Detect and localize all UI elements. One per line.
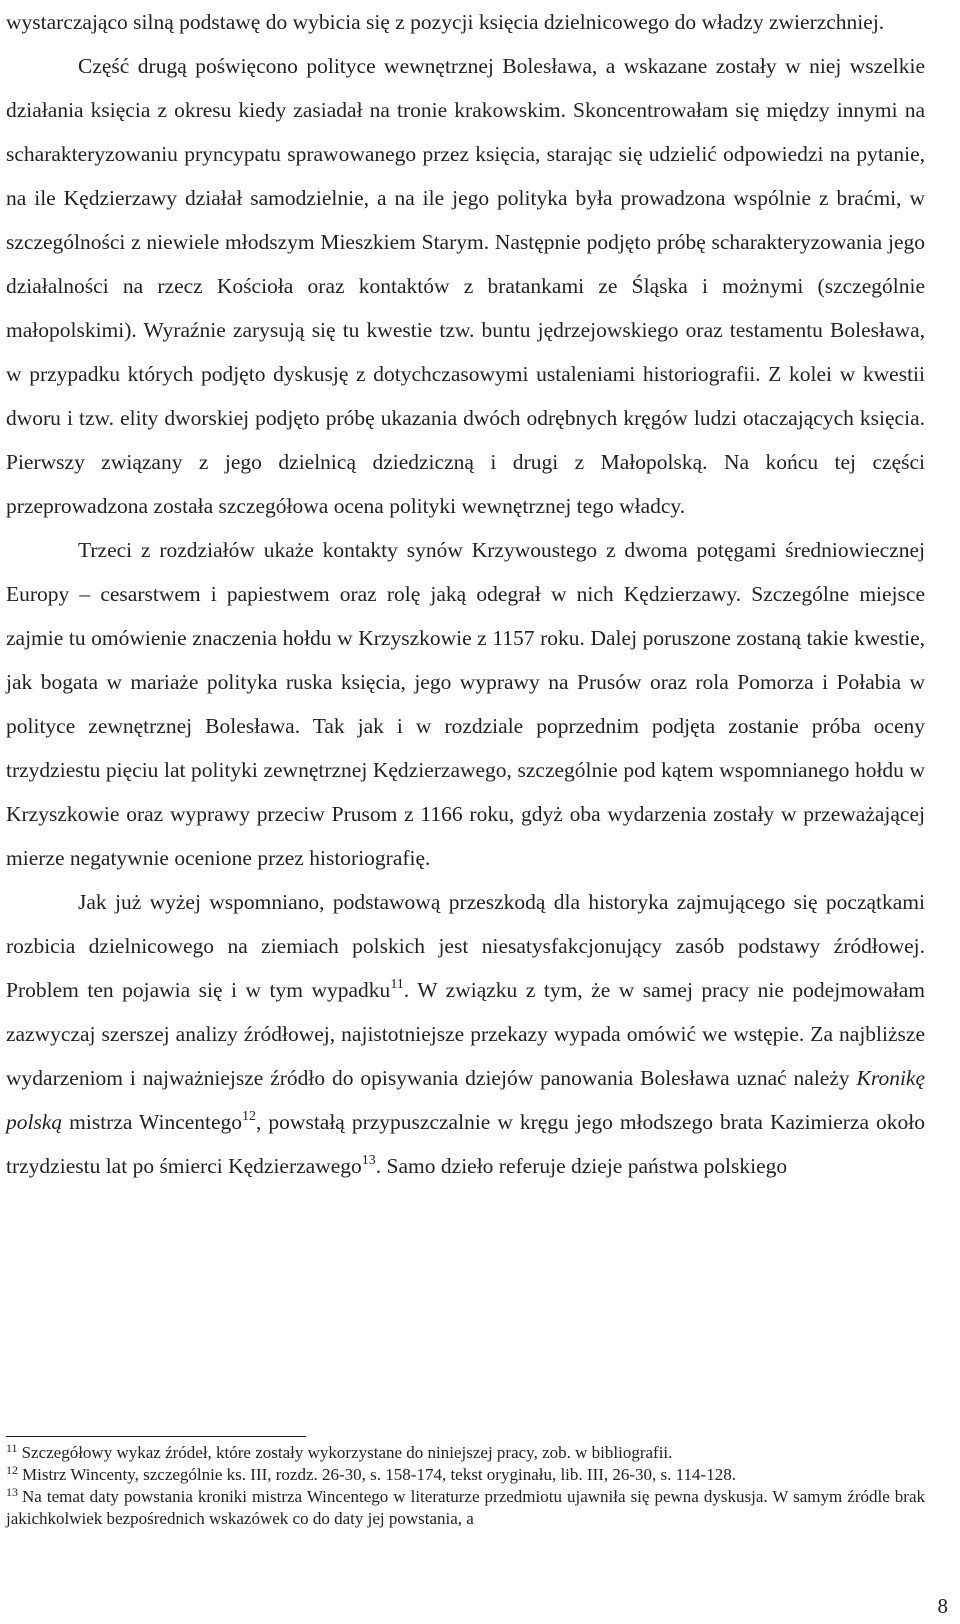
paragraph-1: wystarczająco silną podstawę do wybicia się z pozycji księcia dzielnicowego do władzy zwierzchniej. [6,10,885,34]
footnote-text: Mistrz Wincenty, szczególnie ks. III, rozdz. 26-30, s. 158-174, tekst oryginału, lib. III, 26-30, s. 114-128. [22,1465,736,1484]
paragraph-4-text-d: , powstałą przypuszczalnie w kręgu jego młodszego brata Kazimierza około trzydziestu lat po śmierci Kędzierzawego [6,1110,925,1178]
italic-title: Kronikę polską [6,1066,925,1134]
footnote-text: Szczegółowy wykaz źródeł, które zostały wykorzystane do niniejszej pracy, zob. w bibliografii. [21,1443,673,1462]
paragraph-4-text-a: Jak już wyżej wspomniano, podstawową przeszkodą dla historyka zajmującego się początkami rozbicia dzielnicowego na ziemiach polskich jest niesatysfakcjonujący zasób podstawy źródłowej. Problem ten pojawia się i w tym wypadku [6,890,925,1002]
footnote-number: 12 [6,1463,18,1477]
footnote-11 [6,1442,925,1464]
footnote-ref-13[interactable]: 13 [361,1153,376,1168]
footnote-ref-11[interactable]: 11 [390,977,404,992]
footnote-12 [6,1464,925,1486]
paragraph-4-text-c: mistrza Wincentego [62,1110,243,1134]
paragraph-3: Trzeci z rozdziałów ukaże kontakty synów Krzywoustego z dwoma potęgami średniowiecznej Europy – cesarstwem i papiestwem oraz rolę jaką odegrał w nich Kędzierzawy. Szczególne miejsce zajmie tu omówienie znaczenia hołdu w Krzyszkowie z 1157 roku. Dalej poruszone zostaną takie kwestie, jak bogata w mariaże polityka ruska księcia, jego wyprawy na Prusów oraz rola Pomorza i Połabia w polityce zewnętrznej Bolesława. Tak jak i w rozdziale poprzednim podjęta zostanie próba oceny trzydziestu pięciu lat polityki zewnętrznej Kędzierzawego, szczególnie pod kątem wspomnianego hołdu w Krzyszkowie oraz wyprawy przeciw Prusom z 1166 roku, gdyż oba wydarzenia zostały w przeważającej mierze negatywnie ocenione przez historiografię. [6,538,925,870]
footnote-number: 11 [6,1441,18,1455]
footnote-separator [6,1436,306,1437]
footnote-text: Na temat daty powstania kroniki mistrza Wincentego w literaturze przedmiotu ujawniła się pewna dyskusja. W samym źródle brak jakichkolwiek bezpośrednich wskazówek co do daty jej powstania, a [6,1487,925,1528]
page-number: 8 [937,1594,948,1618]
paragraph-4-text-e: . Samo dzieło referuje dzieje państwa polskiego [375,1154,788,1178]
document-body [6,0,925,1188]
footnotes [6,1442,925,1530]
footnote-ref-12[interactable]: 12 [242,1109,257,1124]
paragraph-2: Część drugą poświęcono polityce wewnętrznej Bolesława, a wskazane zostały w niej wszelkie działania księcia z okresu kiedy zasiadał na tronie krakowskim. Skoncentrowałam się między innymi na scharakteryzowaniu pryncypatu sprawowanego przez księcia, starając się udzielić odpowiedzi na pytanie, na ile Kędzierzawy działał samodzielnie, a na ile jego polityka była prowadzona wspólnie z braćmi, w szczególności z niewiele młodszym Mieszkiem Starym. Następnie podjęto próbę scharakteryzowania jego działalności na rzecz Kościoła oraz kontaktów z bratankami ze Śląska i możnymi (szczególnie małopolskimi). Wyraźnie zarysują się tu kwestie tzw. buntu jędrzejowskiego oraz testamentu Bolesława, w przypadku których podjęto dyskusję z dotychczasowymi ustaleniami historiografii. Z kolei w kwestii dworu i tzw. elity dworskiej podjęto próbę ukazania dwóch odrębnych kręgów ludzi otaczających księcia. Pierwszy związany z jego dzielnicą dziedziczną i drugi z Małopolską. Na końcu tej części przeprowadzona została szczegółowa ocena polityki wewnętrznej tego władcy. [6,54,925,518]
paragraph-4-text-b: . W związku z tym, że w samej pracy nie podejmowałam zazwyczaj szerszej analizy źródłowej, najistotniejsze przekazy wypada omówić we wstępie. Za najbliższe wydarzeniom i najważniejsze źródło do opisywania dziejów panowania Bolesława uznać należy [6,978,925,1090]
paragraph-4 [6,880,925,1188]
footnote-number: 13 [6,1485,18,1499]
footnote-13 [6,1486,925,1530]
